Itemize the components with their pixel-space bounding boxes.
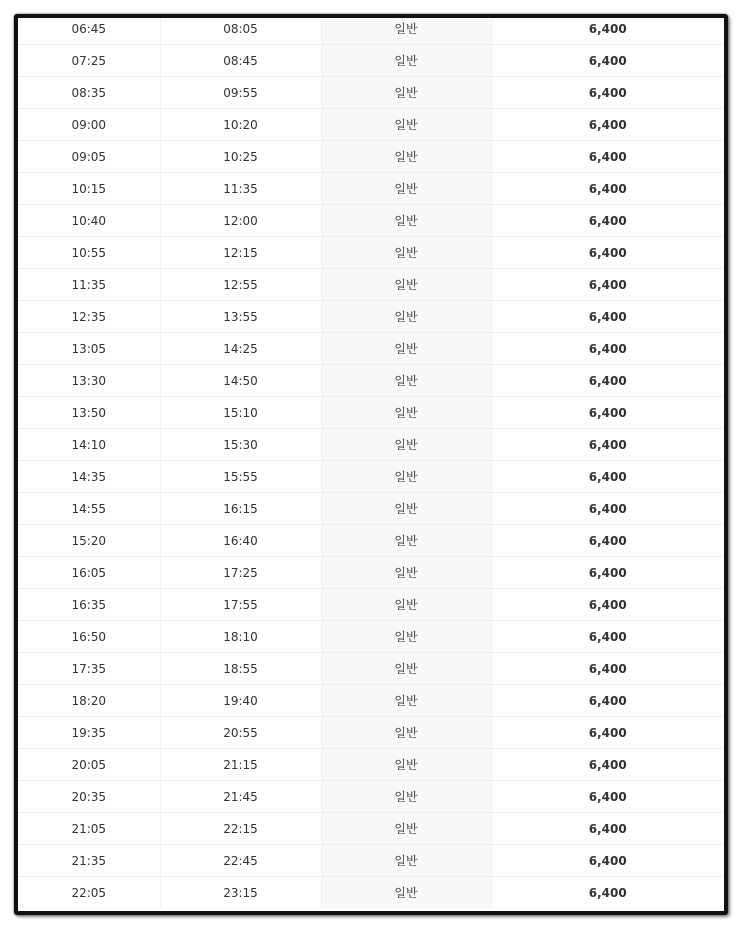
fare-cell: 6,400 — [491, 493, 724, 525]
bus-grade-cell: 일반 — [321, 877, 491, 909]
table-row — [18, 269, 724, 301]
arrival-time-cell: 23:15 — [160, 877, 321, 909]
bus-grade-cell: 일반 — [321, 205, 491, 237]
fare-cell: 6,400 — [491, 749, 724, 781]
departure-time-cell: 10:40 — [18, 205, 160, 237]
table-row — [18, 397, 724, 429]
schedule-body — [18, 14, 724, 908]
departure-time-cell: 16:35 — [18, 589, 160, 621]
fare-cell: 6,400 — [491, 429, 724, 461]
fare-cell: 6,400 — [491, 813, 724, 845]
table-row — [18, 685, 724, 717]
departure-time-cell: 14:35 — [18, 461, 160, 493]
bus-grade-cell: 일반 — [321, 749, 491, 781]
arrival-time-cell: 13:55 — [160, 301, 321, 333]
fare-cell: 6,400 — [491, 173, 724, 205]
departure-time-cell: 20:05 — [18, 749, 160, 781]
departure-time-cell: 14:10 — [18, 429, 160, 461]
fare-cell: 6,400 — [491, 77, 724, 109]
bus-grade-cell: 일반 — [321, 685, 491, 717]
departure-time-cell: 10:15 — [18, 173, 160, 205]
arrival-time-cell: 22:45 — [160, 845, 321, 877]
table-row — [18, 621, 724, 653]
fare-cell: 6,400 — [491, 205, 724, 237]
departure-time-cell: 17:35 — [18, 653, 160, 685]
fare-cell: 6,400 — [491, 781, 724, 813]
bus-schedule-table — [18, 14, 724, 908]
schedule-frame — [14, 14, 728, 915]
arrival-time-cell: 19:40 — [160, 685, 321, 717]
departure-time-cell: 09:05 — [18, 141, 160, 173]
bus-grade-cell: 일반 — [321, 493, 491, 525]
bus-grade-cell: 일반 — [321, 589, 491, 621]
departure-time-cell: 13:05 — [18, 333, 160, 365]
fare-cell: 6,400 — [491, 333, 724, 365]
arrival-time-cell: 17:55 — [160, 589, 321, 621]
table-row — [18, 749, 724, 781]
arrival-time-cell: 16:40 — [160, 525, 321, 557]
table-row — [18, 365, 724, 397]
fare-cell: 6,400 — [491, 109, 724, 141]
table-row — [18, 173, 724, 205]
table-row — [18, 557, 724, 589]
departure-time-cell: 08:35 — [18, 77, 160, 109]
fare-cell: 6,400 — [491, 365, 724, 397]
table-row — [18, 493, 724, 525]
bus-grade-cell: 일반 — [321, 621, 491, 653]
table-row — [18, 141, 724, 173]
fare-cell: 6,400 — [491, 845, 724, 877]
table-row — [18, 109, 724, 141]
arrival-time-cell: 11:35 — [160, 173, 321, 205]
departure-time-cell: 16:50 — [18, 621, 160, 653]
departure-time-cell: 06:45 — [18, 14, 160, 45]
table-row — [18, 525, 724, 557]
fare-cell: 6,400 — [491, 589, 724, 621]
table-row — [18, 14, 724, 45]
table-row — [18, 781, 724, 813]
arrival-time-cell: 12:55 — [160, 269, 321, 301]
departure-time-cell: 15:20 — [18, 525, 160, 557]
arrival-time-cell: 09:55 — [160, 77, 321, 109]
table-row — [18, 45, 724, 77]
bus-grade-cell: 일반 — [321, 237, 491, 269]
departure-time-cell: 09:00 — [18, 109, 160, 141]
table-row — [18, 429, 724, 461]
bus-grade-cell: 일반 — [321, 781, 491, 813]
table-row — [18, 653, 724, 685]
fare-cell: 6,400 — [491, 141, 724, 173]
departure-time-cell: 19:35 — [18, 717, 160, 749]
bus-grade-cell: 일반 — [321, 173, 491, 205]
arrival-time-cell: 21:15 — [160, 749, 321, 781]
fare-cell: 6,400 — [588, 885, 627, 900]
bus-grade-cell: 일반 — [321, 77, 491, 109]
fare-cell: 6,400 — [491, 269, 724, 301]
bus-grade-cell: 일반 — [321, 14, 491, 45]
departure-time-cell: 22:05 — [18, 877, 160, 909]
bus-grade-cell: 일반 — [321, 333, 491, 365]
bus-grade-cell: 일반 — [321, 845, 491, 877]
table-row — [18, 877, 724, 909]
departure-time-cell: 16:05 — [18, 557, 160, 589]
departure-time-cell: 11:35 — [18, 269, 160, 301]
bus-grade-cell: 일반 — [321, 45, 491, 77]
fare-cell: 6,400 — [491, 237, 724, 269]
arrival-time-cell: 15:30 — [160, 429, 321, 461]
departure-time-cell: 18:20 — [18, 685, 160, 717]
arrival-time-cell: 18:55 — [160, 653, 321, 685]
departure-time-cell: 13:50 — [18, 397, 160, 429]
arrival-time-cell: 17:25 — [160, 557, 321, 589]
departure-time-cell: 12:35 — [18, 301, 160, 333]
fare-cell: 6,400 — [491, 717, 724, 749]
bus-grade-cell: 일반 — [321, 717, 491, 749]
table-row — [18, 461, 724, 493]
bus-grade-cell: 일반 — [321, 813, 491, 845]
bus-grade-cell: 일반 — [321, 557, 491, 589]
bus-grade-cell: 일반 — [321, 653, 491, 685]
arrival-time-cell: 16:15 — [160, 493, 321, 525]
arrival-time-cell: 12:00 — [160, 205, 321, 237]
arrival-time-cell: 08:45 — [160, 45, 321, 77]
fare-cell: 6,400 — [491, 653, 724, 685]
fare-cell: 6,400 — [491, 685, 724, 717]
bus-grade-cell: 일반 — [321, 397, 491, 429]
departure-time-cell: 20:35 — [18, 781, 160, 813]
fare-cell: 6,400 — [491, 557, 724, 589]
table-row — [18, 333, 724, 365]
bus-grade-cell: 일반 — [321, 461, 491, 493]
table-row — [18, 845, 724, 877]
arrival-time-cell: 10:25 — [160, 141, 321, 173]
arrival-time-cell: 15:55 — [160, 461, 321, 493]
departure-time-cell: 13:30 — [18, 365, 160, 397]
table-row — [18, 77, 724, 109]
fare-cell: 6,400 — [491, 525, 724, 557]
fare-cell: 6,400 — [491, 461, 724, 493]
bus-grade-cell: 일반 — [321, 269, 491, 301]
arrival-time-cell: 10:20 — [160, 109, 321, 141]
departure-time-cell: 10:55 — [18, 237, 160, 269]
arrival-time-cell: 14:50 — [160, 365, 321, 397]
arrival-time-cell: 21:45 — [160, 781, 321, 813]
arrival-time-cell: 14:25 — [160, 333, 321, 365]
table-row — [18, 237, 724, 269]
arrival-time-cell: 18:10 — [160, 621, 321, 653]
arrival-time-cell: 15:10 — [160, 397, 321, 429]
arrival-time-cell: 12:15 — [160, 237, 321, 269]
table-row — [18, 205, 724, 237]
bus-grade-cell: 일반 — [321, 429, 491, 461]
table-row — [18, 301, 724, 333]
bus-grade-cell: 일반 — [321, 365, 491, 397]
fare-cell: 6,400 — [491, 14, 724, 45]
bus-grade-cell: 일반 — [321, 525, 491, 557]
arrival-time-cell: 22:15 — [160, 813, 321, 845]
departure-time-cell: 14:55 — [18, 493, 160, 525]
bus-grade-cell: 일반 — [321, 301, 491, 333]
fare-cell: 6,400 — [491, 397, 724, 429]
arrival-time-cell: 20:55 — [160, 717, 321, 749]
arrival-time-cell: 08:05 — [160, 14, 321, 45]
table-row — [18, 813, 724, 845]
departure-time-cell: 07:25 — [18, 45, 160, 77]
fare-cell: 6,400 — [491, 45, 724, 77]
departure-time-cell: 21:05 — [18, 813, 160, 845]
departure-time-cell: 21:35 — [18, 845, 160, 877]
bus-grade-cell: 일반 — [321, 109, 491, 141]
table-row — [18, 589, 724, 621]
fare-cell: 6,400 — [491, 301, 724, 333]
table-row — [18, 717, 724, 749]
fare-cell: 6,400 — [491, 621, 724, 653]
bus-grade-cell: 일반 — [321, 141, 491, 173]
